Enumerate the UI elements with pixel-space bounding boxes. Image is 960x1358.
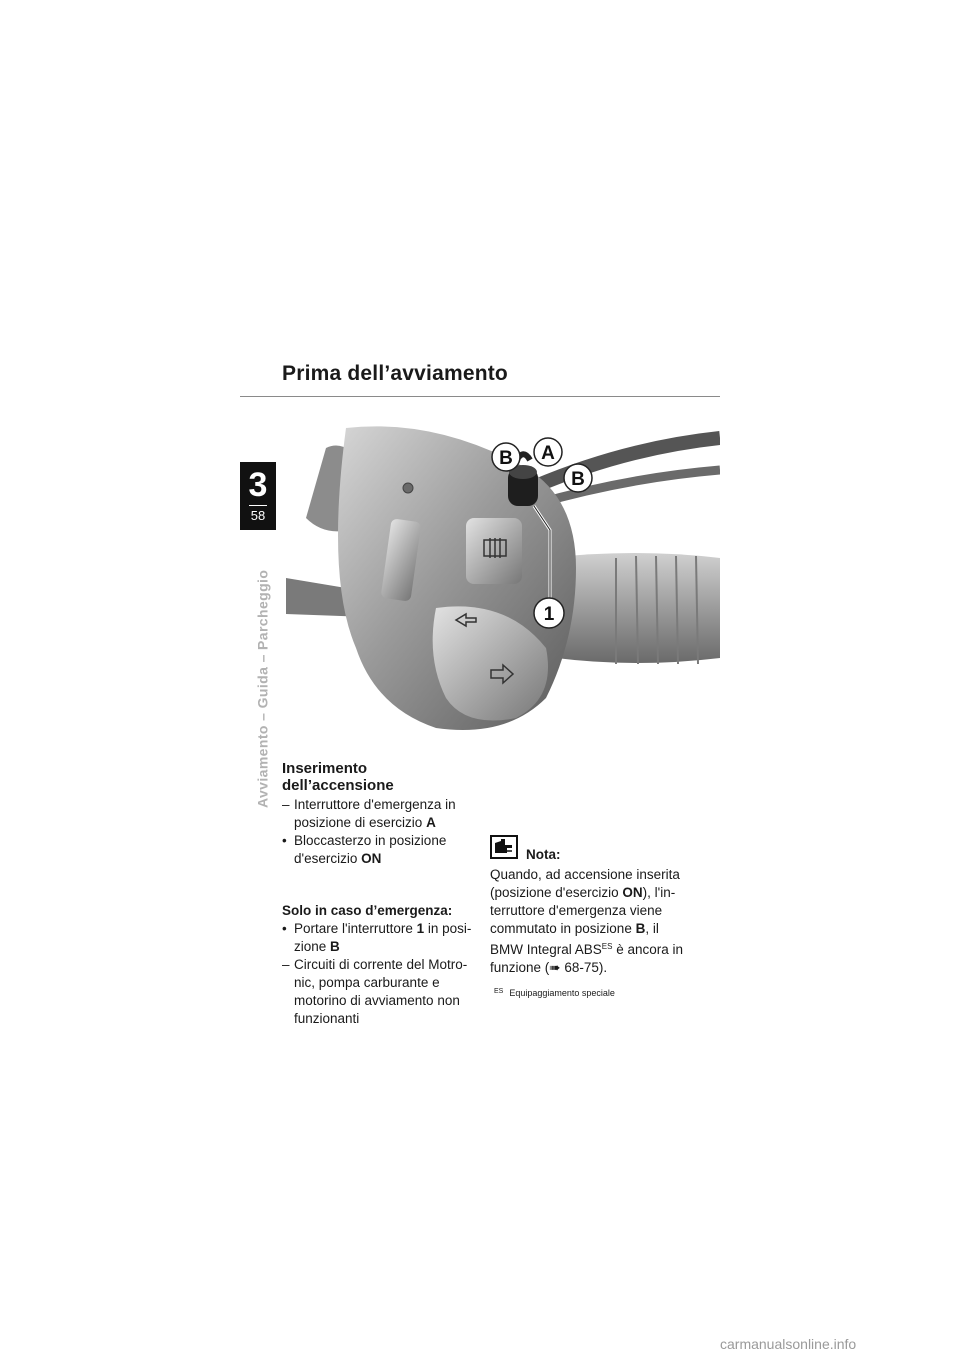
list-item — [282, 832, 480, 868]
list-item — [282, 956, 480, 1028]
footnote-text: Equipaggiamento speciale — [509, 988, 615, 998]
list-bold: ON — [361, 851, 382, 866]
chapter-number: 3 — [248, 466, 268, 504]
title-rule — [240, 396, 720, 397]
instruction-list — [282, 796, 480, 1028]
callout-B-right-label: B — [571, 469, 585, 490]
callout-B-left — [492, 443, 520, 471]
note-text: Quando, ad accensione inserita (posizione d'esercizio — [490, 867, 680, 900]
callout-B-left-label: B — [499, 448, 513, 469]
list-marker: • — [282, 833, 287, 848]
note-text: , il BMW Integral ABS — [490, 921, 659, 957]
section-heading-line1: Inserimento — [282, 760, 368, 777]
list-bold: 1 — [416, 921, 425, 936]
list-text: Interruttore d'emergenza in posizione di esercizio — [294, 797, 456, 830]
side-label: Avviamento – Guida – Parcheggio — [254, 569, 270, 808]
page-number: 58 — [250, 508, 266, 523]
list-marker: • — [282, 921, 287, 936]
note-body — [490, 866, 690, 977]
note-text: 68-75). — [560, 960, 608, 975]
watermark: carmanualsonline.info — [720, 1336, 857, 1352]
section-heading — [282, 760, 472, 794]
screw — [403, 483, 413, 493]
list-bold: A — [426, 815, 436, 830]
footnote — [494, 988, 615, 998]
list-text: Circuiti di corrente del Motro-nic, pompa carburante e motorino di avviamento non funzionanti — [294, 957, 468, 1026]
page-title: Prima dell’avviamento — [282, 362, 508, 385]
heated-grip-button — [466, 518, 522, 584]
callout-1-label: 1 — [543, 604, 555, 625]
chapter-divider — [249, 505, 267, 506]
note-text: ), l'in-terruttore d'emergenza viene commutato in posizione — [490, 885, 676, 936]
list-item — [282, 796, 480, 832]
note-superscript: ES — [601, 942, 613, 951]
callout-A — [534, 438, 562, 466]
list-text: Bloccasterzo in posizione d'esercizio — [294, 833, 447, 866]
note-text: è ancora in funzione ( — [490, 942, 684, 975]
side-label-wrap — [250, 548, 270, 808]
emergency-heading: Solo in caso d’emergenza: — [282, 903, 453, 918]
note-bold: B — [635, 921, 646, 936]
section-heading-line2: dell’accensione — [282, 777, 394, 794]
handlebar-switch-figure — [286, 408, 720, 750]
list-item — [282, 920, 480, 956]
note-heading: Nota: — [526, 847, 561, 862]
note-icon — [490, 835, 518, 859]
reference-arrow-icon: ➠ — [549, 960, 561, 975]
list-bold: B — [330, 939, 340, 954]
note-bold: ON — [622, 885, 643, 900]
list-text: Portare l'interruttore — [294, 921, 417, 936]
callout-1 — [534, 598, 564, 628]
list-text: in posi-zione — [294, 921, 472, 954]
list-marker: – — [282, 957, 290, 972]
callout-A-label: A — [541, 443, 555, 464]
list-marker: – — [282, 797, 290, 812]
footnote-mark: ES — [494, 988, 504, 995]
callout-B-right — [564, 464, 592, 492]
